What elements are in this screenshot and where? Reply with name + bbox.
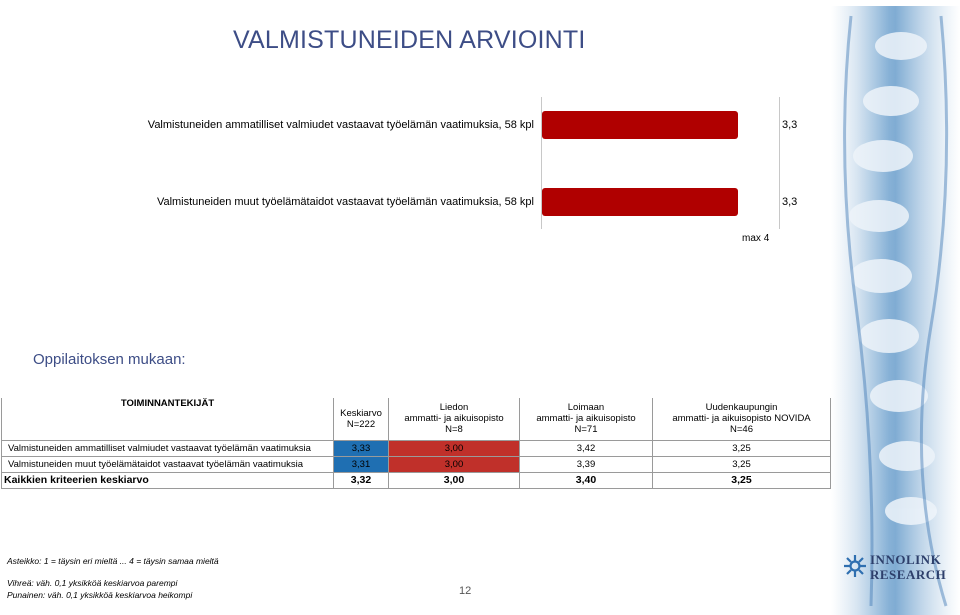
bar-value: 3,3 — [782, 119, 798, 131]
bar-row-1 — [0, 111, 830, 141]
innolink-logo — [843, 549, 955, 583]
bar-row-2 — [0, 188, 830, 218]
spine-xray-image — [831, 6, 960, 615]
red-footnote: Punainen: väh. 0,1 yksikköä keskiarvoa heikompi — [7, 590, 193, 600]
page-title: VALMISTUNEIDEN ARVIOINTI — [233, 26, 586, 54]
table-cell: 3,25 — [653, 472, 831, 488]
table-cell: 3,25 — [653, 440, 831, 456]
table-row — [2, 456, 831, 472]
scale-footnote: Asteikko: 1 = täysin eri mieltä ... 4 = täysin samaa mieltä — [7, 556, 219, 566]
table-cell: 3,25 — [653, 456, 831, 472]
table-cell: 3,32 — [334, 472, 389, 488]
results-table — [1, 398, 831, 489]
logo-mark-icon — [843, 554, 867, 578]
max-label — [742, 233, 769, 244]
decorative-side-image — [831, 6, 960, 615]
table-header-row — [2, 398, 831, 440]
logo-text-line1: INNOLINK — [870, 552, 942, 567]
column-header-line: Liedon — [439, 402, 469, 414]
column-header-line: ammatti- ja aikuisopisto — [536, 413, 636, 425]
column-header-line: N=71 — [574, 424, 598, 436]
bar-value: 3,3 — [782, 196, 798, 208]
column-header-line: Loimaan — [567, 402, 605, 414]
logo-text-line2: RESEARCH — [870, 567, 947, 582]
row-label: Valmistuneiden muut työelämätaidot vastaavat työelämän vaatimuksia — [2, 456, 334, 472]
column-header-line: N=222 — [346, 418, 376, 430]
bar — [542, 111, 738, 139]
column-header — [653, 398, 831, 440]
column-header — [520, 398, 653, 440]
table-cell: 3,00 — [389, 472, 520, 488]
bar-label: Valmistuneiden ammatilliset valmiudet vastaavat työelämän vaatimuksia, 58 kpl — [147, 119, 534, 131]
page-number: 12 — [459, 585, 472, 597]
table-cell: 3,39 — [520, 456, 653, 472]
table-cell: 3,00 — [389, 440, 520, 456]
table-cell: 3,31 — [334, 456, 389, 472]
table-total-row — [2, 472, 831, 488]
table-cell: 3,00 — [389, 456, 520, 472]
column-header-line: ammatti- ja aikuisopisto — [404, 413, 504, 425]
column-header-line: Uudenkaupungin — [705, 402, 778, 414]
column-header-line: N=8 — [445, 424, 463, 436]
table-row — [2, 440, 831, 456]
bar-label: Valmistuneiden muut työelämätaidot vastaavat työelämän vaatimuksia, 58 kpl — [156, 196, 534, 208]
table-corner-label: TOIMINNANTEKIJÄT — [2, 398, 334, 440]
green-footnote: Vihreä: väh. 0,1 yksikköä keskiarvoa parempi — [7, 578, 178, 588]
max-label-text: max — [742, 233, 761, 244]
column-header — [389, 398, 520, 440]
table-cell: 3,42 — [520, 440, 653, 456]
column-header-line: Keskiarvo — [340, 407, 382, 419]
table-cell: 3,33 — [334, 440, 389, 456]
total-label: Kaikkien kriteerien keskiarvo — [2, 472, 334, 488]
max-label-value: 4 — [763, 233, 770, 244]
column-header-line: ammatti- ja aikuisopisto NOVIDA — [672, 413, 811, 425]
column-header — [334, 398, 389, 440]
row-label: Valmistuneiden ammatilliset valmiudet vastaavat työelämän vaatimuksia — [2, 440, 334, 456]
column-header-line: N=46 — [730, 424, 753, 436]
section-subtitle: Oppilaitoksen mukaan: — [33, 351, 186, 368]
bar — [542, 188, 738, 216]
table-cell: 3,40 — [520, 472, 653, 488]
